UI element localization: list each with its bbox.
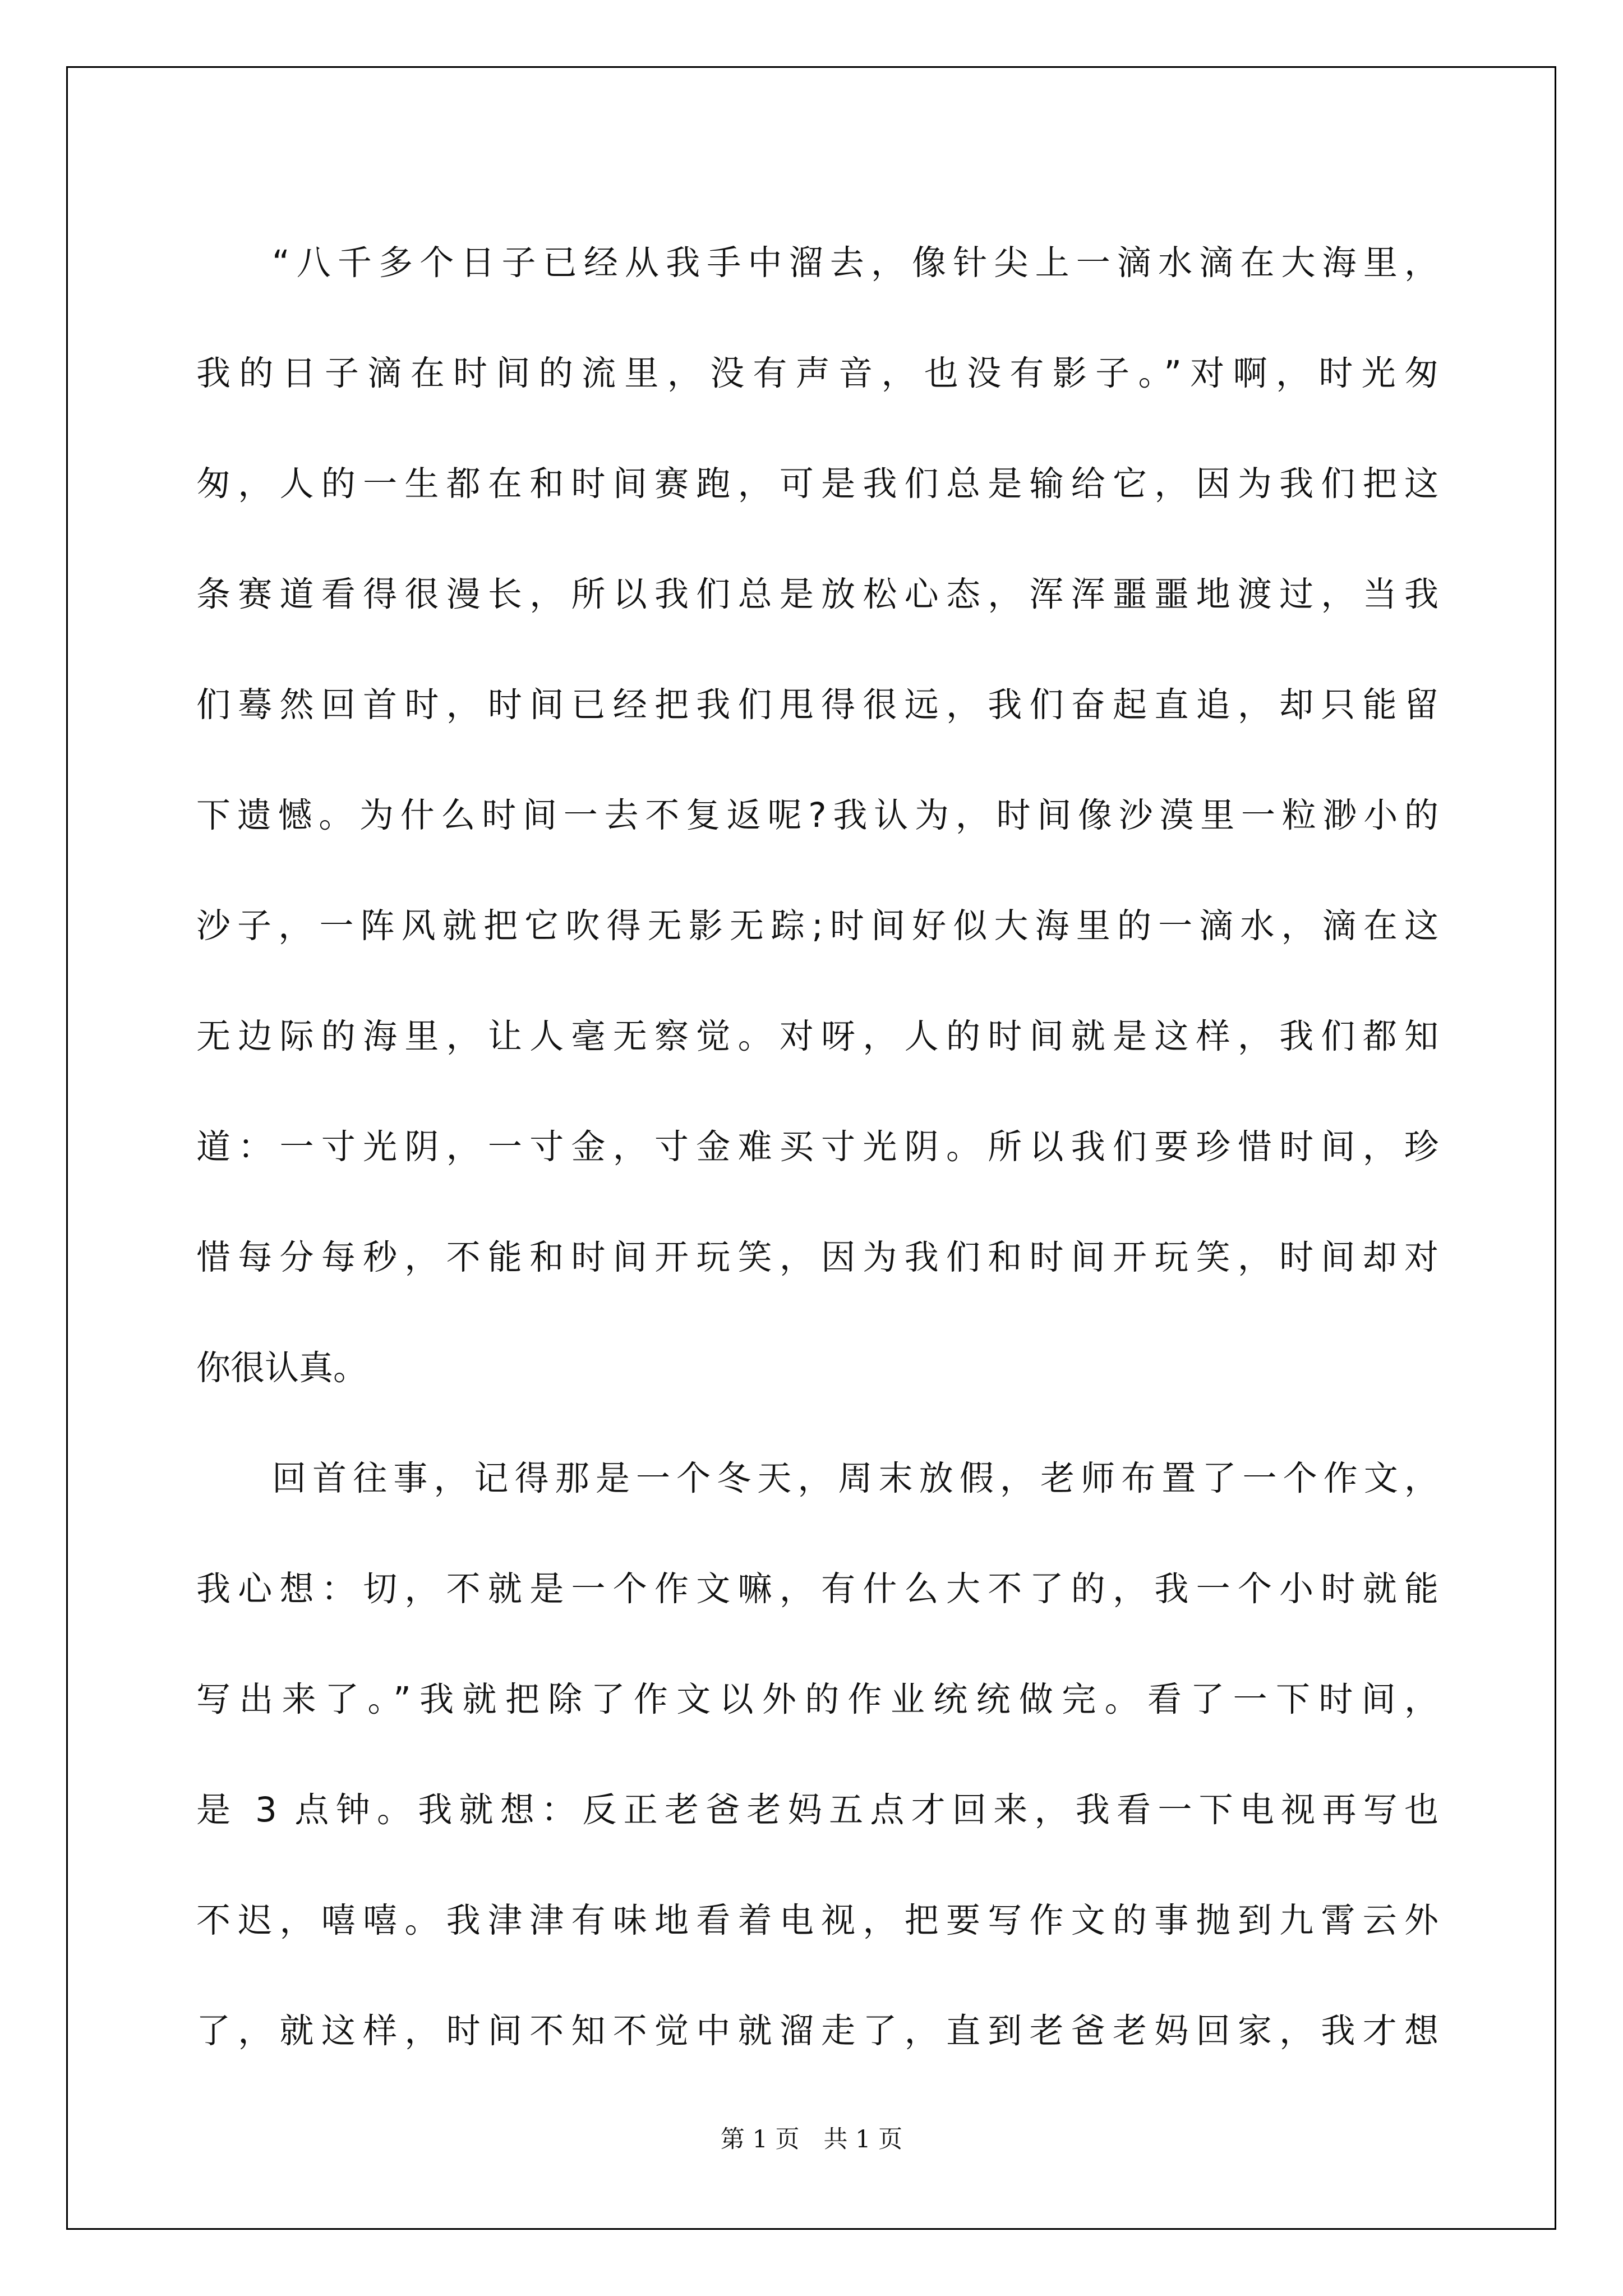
paragraph-1-line-6: 下遗憾。为什么时间一去不复返呢?我认为，时间像沙漠里一粒渺小的: [196, 795, 1438, 835]
paragraph-1-line-3: 匆，人的一生都在和时间赛跑，可是我们总是输给它，因为我们把这: [196, 464, 1438, 504]
paragraph-1-line-4: 条赛道看得很漫长，所以我们总是放松心态，浑浑噩噩地渡过，当我: [196, 574, 1438, 614]
paragraph-2-line-1: 回首往事，记得那是一个冬天，周末放假，老师布置了一个作文，: [272, 1458, 1438, 1498]
document-body: [196, 208, 1438, 2086]
paragraph-1-line-1: “八千多个日子已经从我手中溜去，像针尖上一滴水滴在大海里，: [272, 243, 1438, 283]
paragraph-1-line-11: 你很认真。: [196, 1348, 368, 1388]
paragraph-2-line-4: 是 3 点钟。我就想：反正老爸老妈五点才回来，我看一下电视再写也: [196, 1790, 1438, 1830]
paragraph-1-line-2: 我的日子滴在时间的流里，没有声音，也没有影子。”对啊，时光匆: [196, 353, 1438, 393]
paragraph-1-line-9: 道：一寸光阴，一寸金，寸金难买寸光阴。所以我们要珍惜时间，珍: [196, 1127, 1438, 1167]
page-footer: 第 1 页 共 1 页: [720, 2125, 903, 2154]
paragraph-2-line-2: 我心想：切，不就是一个作文嘛，有什么大不了的，我一个小时就能: [196, 1569, 1438, 1609]
paragraph-1-line-7: 沙子，一阵风就把它吹得无影无踪;时间好似大海里的一滴水，滴在这: [196, 906, 1438, 946]
paragraph-1-line-10: 惜每分每秒，不能和时间开玩笑，因为我们和时间开玩笑，时间却对: [196, 1237, 1438, 1277]
paragraph-2-line-6: 了，就这样，时间不知不觉中就溜走了，直到老爸老妈回家，我才想: [196, 2011, 1438, 2051]
paragraph-1-line-8: 无边际的海里，让人毫无察觉。对呀，人的时间就是这样，我们都知: [196, 1016, 1438, 1056]
paragraph-2-line-3: 写出来了。”我就把除了作文以外的作业统统做完。看了一下时间，: [196, 1680, 1438, 1719]
paragraph-1-line-5: 们蓦然回首时，时间已经把我们甩得很远，我们奋起直追，却只能留: [196, 685, 1438, 725]
paragraph-2-line-5: 不迟，嘻嘻。我津津有味地看着电视，把要写作文的事抛到九霄云外: [196, 1901, 1438, 1940]
